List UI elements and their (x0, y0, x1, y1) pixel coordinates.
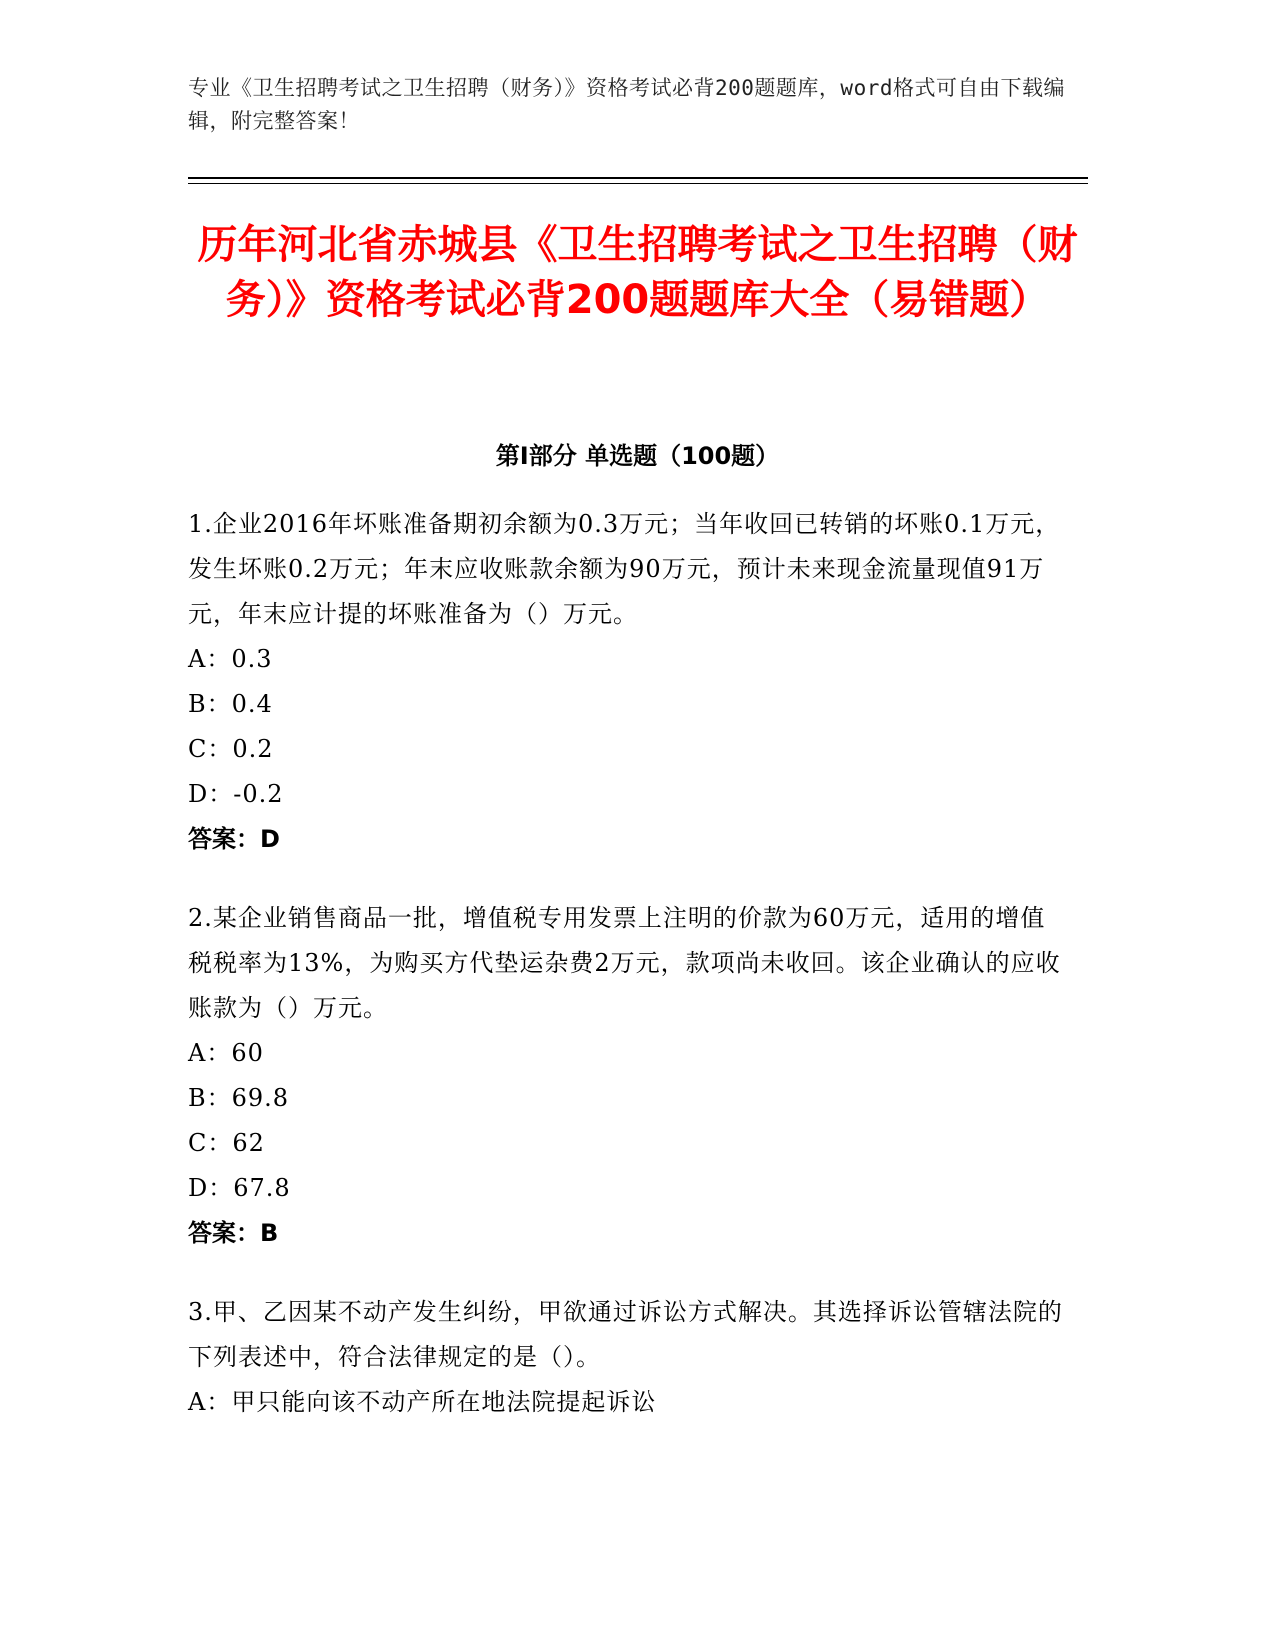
option-b: B：0.4 (188, 690, 273, 718)
section-title: 第Ⅰ部分 单选题（100题） (495, 442, 780, 470)
option-d: D：-0.2 (188, 780, 284, 808)
question-stem: 2.某企业销售商品一批，增值税专用发票上注明的价款为60万元，适用的增值税税率为13%，为购买方代垫运杂费2万元，款项尚未收回。该企业确认的应收账款为（）万元。 (188, 904, 1061, 1022)
question-3 (188, 1290, 1068, 1425)
answer-label: 答案：D (188, 825, 280, 853)
question-stem: 3.甲、乙因某不动产发生纠纷，甲欲通过诉讼方式解决。其选择诉讼管辖法院的下列表述中，符合法律规定的是（）。 (188, 1298, 1063, 1371)
option-c: C：0.2 (188, 735, 274, 763)
header-note: 专业《卫生招聘考试之卫生招聘（财务）》资格考试必背200题题库，word格式可自由下载编辑，附完整答案！ (188, 76, 1065, 133)
option-a: A：甲只能向该不动产所在地法院提起诉讼 (188, 1388, 657, 1416)
document-title: 历年河北省赤城县《卫生招聘考试之卫生招聘（财务）》资格考试必背200题题库大全（易错题） (197, 222, 1078, 323)
option-c: C：62 (188, 1129, 265, 1157)
answer-label: 答案：B (188, 1219, 279, 1247)
option-d: D：67.8 (188, 1174, 291, 1202)
option-a: A：60 (188, 1039, 264, 1067)
header-rule-thin (188, 183, 1088, 184)
question-1 (188, 502, 1068, 862)
question-stem: 1.企业2016年坏账准备期初余额为0.3万元；当年收回已转销的坏账0.1万元，发生坏账0.2万元；年末应收账款余额为90万元，预计未来现金流量现值91万元，年末应计提的坏账准备为（）万元。 (188, 510, 1061, 628)
header-rule-thick (188, 177, 1088, 179)
option-b: B：69.8 (188, 1084, 290, 1112)
question-2 (188, 896, 1068, 1256)
option-a: A：0.3 (188, 645, 273, 673)
